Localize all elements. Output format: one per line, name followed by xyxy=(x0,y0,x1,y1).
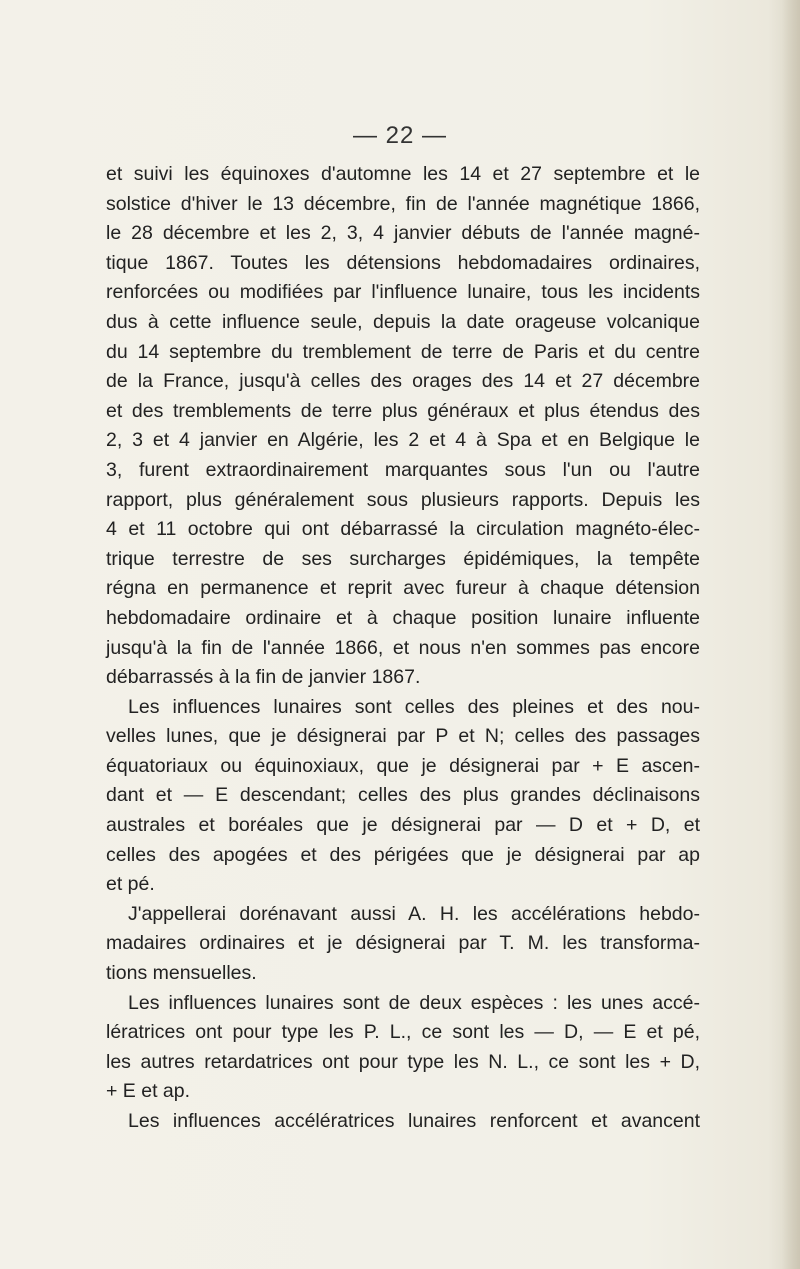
text-line: tions mensuelles. xyxy=(106,962,257,985)
text-line: + E et ap. xyxy=(106,1080,191,1103)
text-line: régna en permanence et reprit avec fureur à chaque détension xyxy=(106,577,700,600)
text-line: 2, 3 et 4 janvier en Algérie, les 2 et 4 à Spa et en Belgique le xyxy=(106,429,700,452)
text-line: Les influences lunaires sont de deux espèces : les unes accé- xyxy=(128,991,700,1014)
text-line: de la France, jusqu'à celles des orages des 14 et 27 décembre xyxy=(106,370,700,393)
page-edge-shadow xyxy=(782,0,800,1269)
text-line: équatoriaux ou équinoxiaux, que je désignerai par + E ascen- xyxy=(106,754,700,777)
text-line: hebdomadaire ordinaire et à chaque position lunaire influente xyxy=(106,606,700,629)
text-line: le 28 décembre et les 2, 3, 4 janvier débuts de l'année magné- xyxy=(106,222,700,245)
text-line: et pé. xyxy=(106,873,155,896)
text-line: et des tremblements de terre plus généraux et plus étendus des xyxy=(106,399,700,422)
text-line: trique terrestre de ses surcharges épidémiques, la tempête xyxy=(106,547,700,570)
text-line: solstice d'hiver le 13 décembre, fin de l'année magnétique 1866, xyxy=(106,192,700,215)
text-line: tique 1867. Toutes les détensions hebdomadaires ordinaires, xyxy=(106,251,700,274)
text-line: débarrassés à la fin de janvier 1867. xyxy=(106,666,421,689)
text-line: et suivi les équinoxes d'automne les 14 et 27 septembre et le xyxy=(106,163,700,185)
text-line: renforcées ou modifiées par l'influence lunaire, tous les incidents xyxy=(106,281,700,304)
text-line: jusqu'à la fin de l'année 1866, et nous n'en sommes pas encore xyxy=(106,636,700,659)
text-line: 4 et 11 octobre qui ont débarrassé la circulation magnéto-élec- xyxy=(106,518,700,541)
text-line: dus à cette influence seule, depuis la date orageuse volcanique xyxy=(106,310,700,333)
text-line: dant et — E descendant; celles des plus grandes déclinaisons xyxy=(106,784,700,807)
page-number: — 22 — xyxy=(352,122,448,149)
body-text xyxy=(106,160,700,1137)
text-line: australes et boréales que je désignerai par — D et + D, et xyxy=(106,814,700,837)
text-line: rapport, plus généralement sous plusieurs rapports. Depuis les xyxy=(106,488,700,511)
text-line: du 14 septembre du tremblement de terre de Paris et du centre xyxy=(106,340,700,363)
text-line: Les influences lunaires sont celles des pleines et des nou- xyxy=(128,695,700,718)
text-line: J'appellerai dorénavant aussi A. H. les accélérations hebdo- xyxy=(128,902,700,925)
text-line: madaires ordinaires et je désignerai par T. M. les transforma- xyxy=(106,932,700,955)
text-line: celles des apogées et des périgées que je désignerai par ap xyxy=(106,843,700,866)
text-line: les autres retardatrices ont pour type les N. L., ce sont les + D, xyxy=(106,1050,700,1073)
text-line: Les influences accélératrices lunaires renforcent et avancent xyxy=(128,1110,700,1132)
text-line: lératrices ont pour type les P. L., ce sont les — D, — E et pé, xyxy=(106,1021,700,1044)
text-line: velles lunes, que je désignerai par P et N; celles des passages xyxy=(106,725,700,748)
text-line: 3, furent extraordinairement marquantes sous l'un ou l'autre xyxy=(106,458,700,481)
